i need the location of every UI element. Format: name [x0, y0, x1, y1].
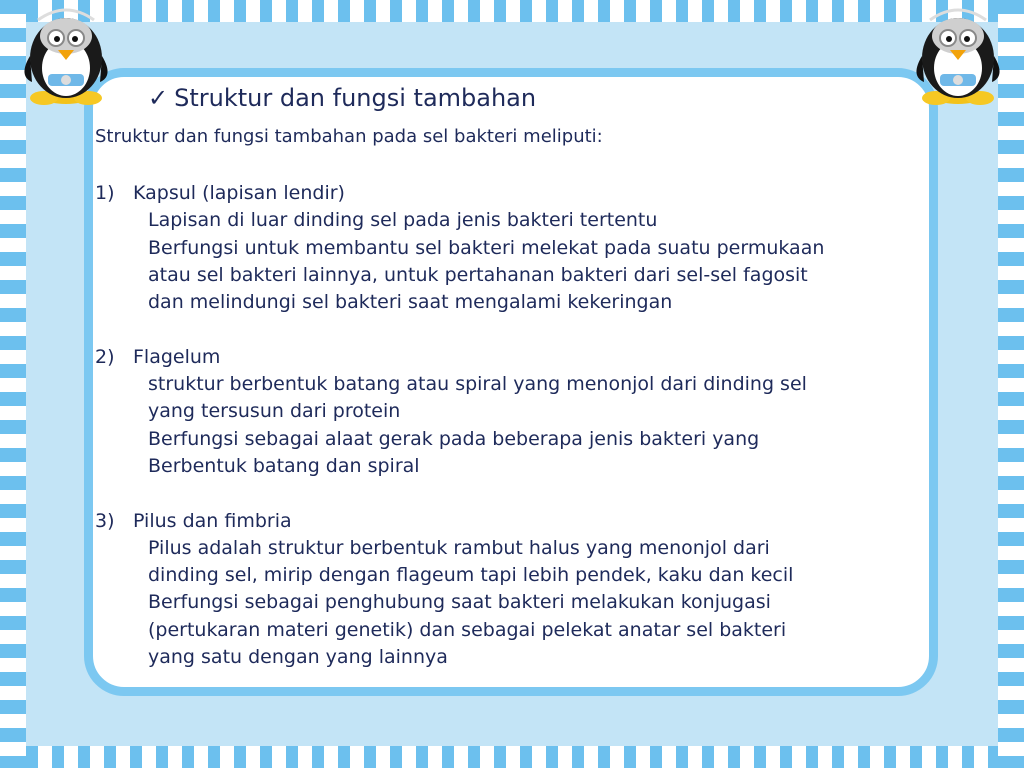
checkered-border-top	[0, 0, 1024, 22]
checkered-border-bottom	[0, 746, 1024, 768]
title-text: Struktur dan fungsi tambahan	[174, 84, 537, 112]
item-line: struktur berbentuk batang atau spiral yang menonjol dari dinding sel	[148, 373, 807, 396]
item-line: dinding sel, mirip dengan flageum tapi lebih pendek, kaku dan kecil	[148, 564, 794, 587]
checkmark-icon: ✓	[148, 84, 169, 112]
item-line: Lapisan di luar dinding sel pada jenis bakteri tertentu	[148, 209, 658, 232]
penguin-icon	[910, 6, 1006, 106]
item-title: Pilus dan fimbria	[133, 509, 292, 532]
item-line: Pilus adalah struktur berbentuk rambut halus yang menonjol dari	[148, 536, 770, 559]
item-line: (pertukaran materi genetik) dan sebagai pelekat anatar sel bakteri	[148, 618, 787, 641]
intro-text: Struktur dan fungsi tambahan pada sel bakteri meliputi:	[95, 126, 603, 147]
checkered-border-left	[0, 0, 26, 768]
item-list	[95, 180, 930, 671]
item-number: 2)	[95, 345, 115, 368]
list-item-heading	[95, 508, 930, 535]
item-line: yang tersusun dari protein	[148, 400, 401, 423]
list-item-heading	[95, 344, 930, 371]
item-title: Flagelum	[133, 345, 221, 368]
item-line: Berfungsi untuk membantu sel bakteri melekat pada suatu permukaan	[148, 236, 825, 259]
checkered-border-right	[998, 0, 1024, 768]
item-line: dan melindungi sel bakteri saat mengalami kekeringan	[148, 291, 673, 314]
item-line: Berfungsi sebagai penghubung saat bakteri melakukan konjugasi	[148, 591, 771, 614]
item-number: 1)	[95, 182, 115, 204]
item-line: Berbentuk batang dan spiral	[148, 454, 420, 477]
item-line: yang satu dengan yang lainnya	[148, 646, 448, 669]
item-title: Kapsul (lapisan lendir)	[133, 182, 345, 204]
item-line: atau sel bakteri lainnya, untuk pertahanan bakteri dari sel-sel fagosit	[148, 263, 808, 286]
item-line: Berfungsi sebagai alaat gerak pada beberapa jenis bakteri yang	[148, 427, 760, 450]
item-number: 3)	[95, 509, 115, 532]
penguin-icon	[18, 6, 114, 106]
list-item-heading	[95, 180, 930, 207]
slide-title	[148, 84, 536, 112]
